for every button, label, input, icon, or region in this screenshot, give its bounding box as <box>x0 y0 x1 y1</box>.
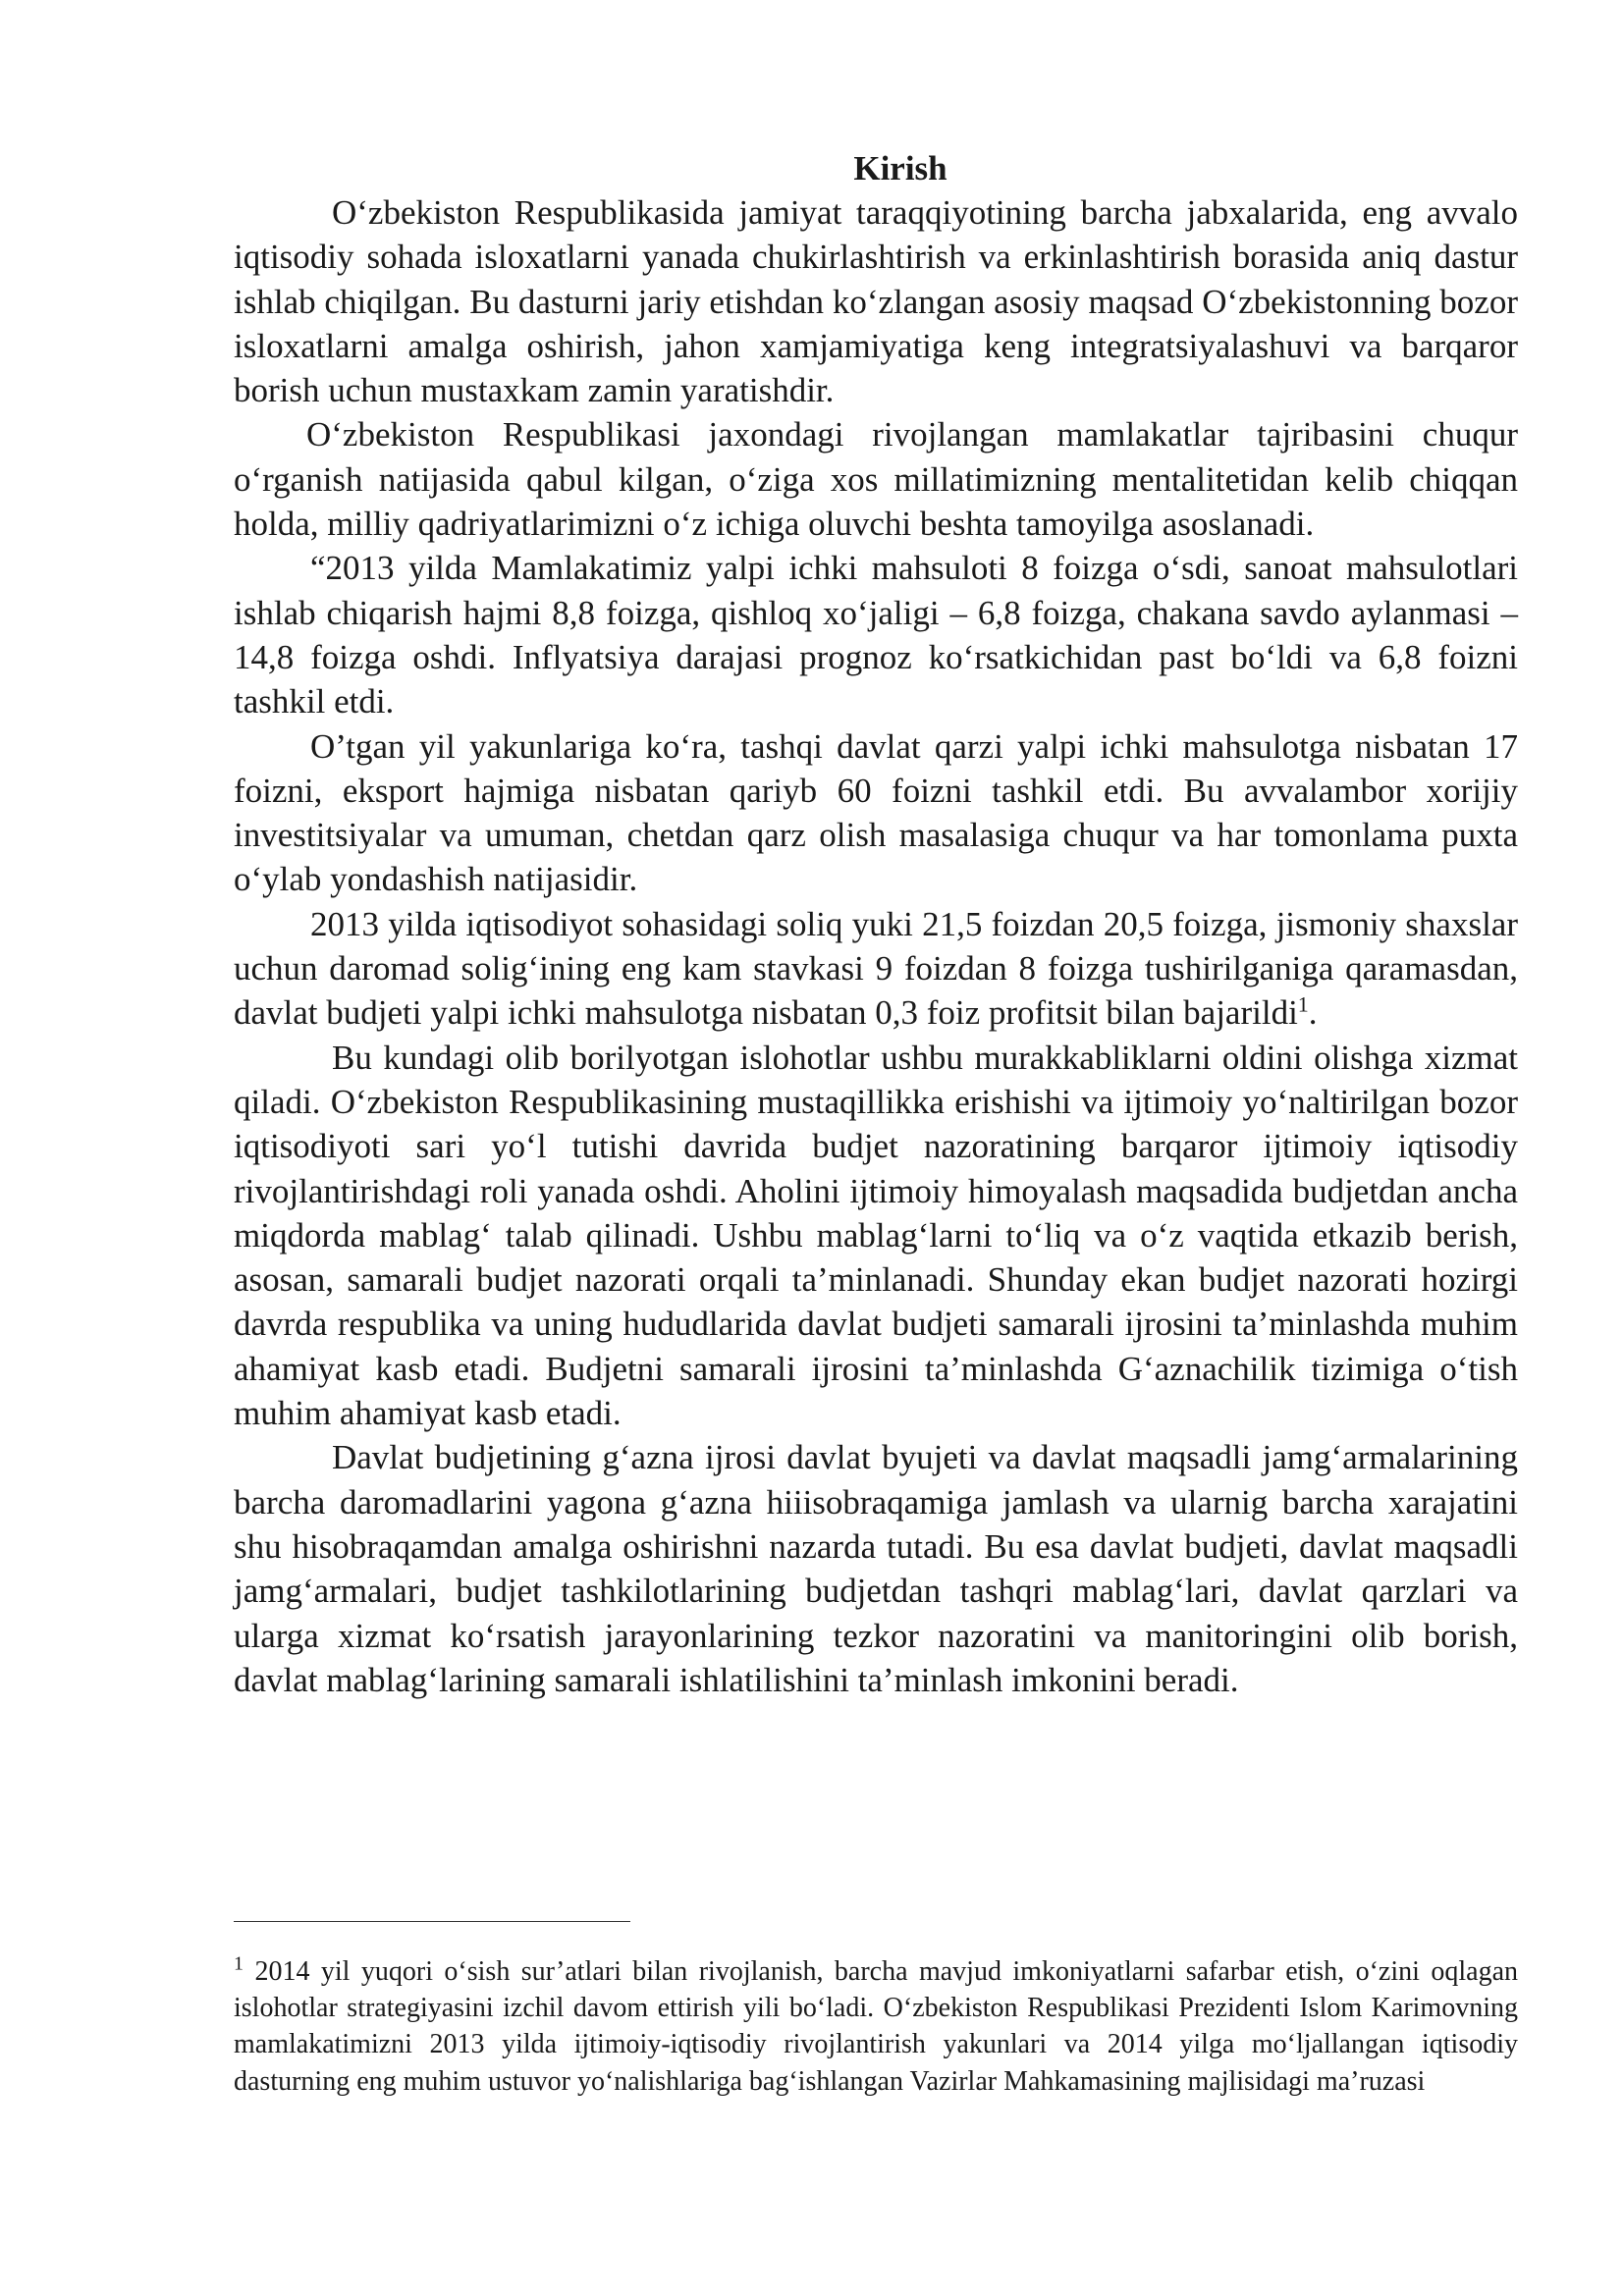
paragraph-4: O’tgan yil yakunlariga ko‘ra, tashqi davlat qarzi yalpi ichki mahsulotga nisbatan 17 foizni, eksport hajmiga nisbatan qariyb 60 foizni tashkil etdi. Bu avvalambor xorijiy investitsiyalar va umuman, chetdan qarz olish masalasiga chuqur va har tomonlama puxta o‘ylab yondashish natijasidir. <box>234 726 1518 899</box>
footnote <box>234 1953 1518 2100</box>
document-body <box>234 147 1518 1702</box>
paragraph-3: “2013 yilda Mamlakatimiz yalpi ichki mahsuloti 8 foizga o‘sdi, sanoat mahsulotlari ishlab chiqarish hajmi 8,8 foizga, qishloq xo‘jaligi – 6,8 foizga, chakana savdo aylanmasi – 14,8 foizga oshdi. Inflyatsiya darajasi prognoz ko‘rsatkichidan past bo‘ldi va 6,8 foizni tashkil etdi. <box>234 549 1518 721</box>
paragraph-5-tail: . <box>1308 993 1318 1033</box>
paragraph-1: O‘zbekiston Respublikasida jamiyat taraqqiyotining barcha jabxalarida, eng avvalo iqtisodiy sohada isloxatlarni yanada chukirlashtirish va erkinlashtirish borasida aniq dastur ishlab chiqilgan. Bu dasturni jariy etishdan ko‘zlangan asosiy maqsad O‘zbekistonning bozor isloxatlarni amalga oshirish, jahon xamjamiyatiga keng integratsiyalashuvi va barqaror borish uchun mustaxkam zamin yaratishdir. <box>234 193 1518 410</box>
paragraph-5 <box>234 902 1518 1036</box>
footnote-text: 2014 yil yuqori o‘sish sur’atlari bilan rivojlanish, barcha mavjud imkoniyatlarni safarbar etish, o‘zini oqlagan islohotlar strategiyasini izchil davom ettirish yili bo‘ladi. O‘zbekiston Respublikasi Prezidenti Islom Karimovning mamlakatimizni 2013 yilda ijtimoiy-iqtisodiy rivojlantirish yakunlari va 2014 yilga mo‘ljallangan iqtisodiy dasturning eng muhim ustuvor yo‘nalishlariga bag‘ishlangan Vazirlar Mahkamasining majlisidagi ma’ruzasi <box>234 1956 1518 2097</box>
paragraph-7: Davlat budjetining g‘azna ijrosi davlat byujeti va davlat maqsadli jamg‘armalarining barcha daromadlarini yagona g‘azna hiiisobraqamiga jamlash va ularnig barcha xarajatini shu hisobraqamdan amalga oshirishni nazarda tutadi. Bu esa davlat budjeti, davlat maqsadli jamg‘armalari, budjet tashkilotlarining budjetdan tashqri mablag‘lari, davlat qarzlari va ularga xizmat ko‘rsatish jarayonlarining tezkor nazoratini va manitoringini olib borish, davlat mablag‘larining samarali ishlatilishini ta’minlash imkonini beradi. <box>234 1438 1518 1699</box>
document-title: Kirish <box>853 149 947 187</box>
footnote-marker: 1 <box>234 1952 244 1975</box>
paragraph-5-text: 2013 yilda iqtisodiyot sohasidagi soliq yuki 21,5 foizdan 20,5 foizga, jismoniy shaxslar uchun daromad solig‘ining eng kam stavkasi 9 foizdan 8 foizga tushirilganiga qaramasdan, davlat budjeti yalpi ichki mahsulotga nisbatan 0,3 foiz profitsit bilan bajarildi <box>234 904 1518 1033</box>
footnote-separator <box>234 1921 630 1922</box>
paragraph-2: O‘zbekiston Respublikasi jaxondagi rivojlangan mamlakatlar tajribasini chuqur o‘rganish natijasida qabul kilgan, o‘ziga xos millatimizning mentalitetidan kelib chiqqan holda, milliy qadriyatlarimizni o‘z ichiga oluvchi beshta tamoyilga asoslanadi. <box>234 415 1518 544</box>
paragraph-6: Bu kundagi olib borilyotgan islohotlar ushbu murakkabliklarni oldini olishga xizmat qiladi. O‘zbekiston Respublikasining mustaqillikka erishishi va ijtimoiy yo‘naltirilgan bozor iqtisodiyoti sari yo‘l tutishi davrida budjet nazoratining barqaror ijtimoiy iqtisodiy rivojlantirishdagi roli yanada oshdi. Aholini ijtimoiy himoyalash maqsadida budjetdan ancha miqdorda mablag‘ talab qilinadi. Ushbu mablag‘larni to‘liq va o‘z vaqtida etkazib berish, asosan, samarali budjet nazorati orqali ta’minlanadi. Shunday ekan budjet nazorati hozirgi davrda respublika va uning hududlarida davlat budjeti samarali ijrosini ta’minlashda muhim ahamiyat kasb etadi. Budjetni samarali ijrosini ta’minlashda G‘aznachilik tizimiga o‘tish muhim ahamiyat kasb etadi. <box>234 1038 1518 1433</box>
footnote-reference: 1 <box>1297 991 1309 1017</box>
